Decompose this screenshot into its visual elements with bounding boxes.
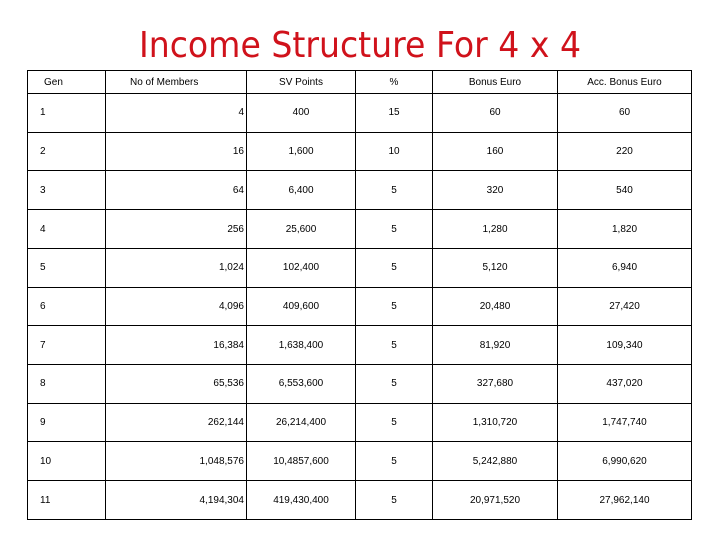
cell-bonus-euro: 5,242,880 [433, 442, 558, 481]
cell-members: 1,048,576 [106, 442, 247, 481]
cell-gen: 8 [28, 365, 106, 404]
cell-members: 4,096 [106, 287, 247, 326]
cell-percent: 5 [356, 171, 433, 210]
cell-members: 262,144 [106, 403, 247, 442]
cell-percent: 5 [356, 365, 433, 404]
cell-sv-points: 1,600 [247, 132, 356, 171]
cell-acc-bonus-euro: 437,020 [558, 365, 692, 404]
cell-sv-points: 400 [247, 94, 356, 133]
cell-acc-bonus-euro: 109,340 [558, 326, 692, 365]
cell-acc-bonus-euro: 6,990,620 [558, 442, 692, 481]
table-row [28, 326, 692, 365]
header-bonus-euro: Bonus Euro [433, 71, 558, 94]
cell-bonus-euro: 20,971,520 [433, 481, 558, 520]
cell-members: 1,024 [106, 248, 247, 287]
cell-members: 4 [106, 94, 247, 133]
cell-percent: 5 [356, 326, 433, 365]
cell-gen: 10 [28, 442, 106, 481]
cell-percent: 5 [356, 403, 433, 442]
header-percent: % [356, 71, 433, 94]
table-row [28, 210, 692, 249]
cell-members: 65,536 [106, 365, 247, 404]
cell-gen: 6 [28, 287, 106, 326]
cell-gen: 7 [28, 326, 106, 365]
header-members: No of Members [106, 71, 247, 94]
table-row [28, 94, 692, 133]
cell-bonus-euro: 1,280 [433, 210, 558, 249]
cell-percent: 5 [356, 248, 433, 287]
income-table [27, 70, 692, 520]
cell-acc-bonus-euro: 27,962,140 [558, 481, 692, 520]
cell-bonus-euro: 327,680 [433, 365, 558, 404]
table-row [28, 365, 692, 404]
cell-bonus-euro: 5,120 [433, 248, 558, 287]
table-row [28, 403, 692, 442]
cell-bonus-euro: 160 [433, 132, 558, 171]
cell-sv-points: 409,600 [247, 287, 356, 326]
cell-bonus-euro: 1,310,720 [433, 403, 558, 442]
cell-acc-bonus-euro: 27,420 [558, 287, 692, 326]
cell-acc-bonus-euro: 1,820 [558, 210, 692, 249]
cell-gen: 5 [28, 248, 106, 287]
cell-gen: 11 [28, 481, 106, 520]
header-row [28, 71, 692, 94]
cell-acc-bonus-euro: 220 [558, 132, 692, 171]
cell-acc-bonus-euro: 6,940 [558, 248, 692, 287]
cell-sv-points: 102,400 [247, 248, 356, 287]
cell-bonus-euro: 81,920 [433, 326, 558, 365]
cell-percent: 10 [356, 132, 433, 171]
table-row [28, 248, 692, 287]
cell-gen: 4 [28, 210, 106, 249]
cell-percent: 5 [356, 210, 433, 249]
cell-sv-points: 419,430,400 [247, 481, 356, 520]
table-row [28, 481, 692, 520]
cell-acc-bonus-euro: 1,747,740 [558, 403, 692, 442]
cell-sv-points: 26,214,400 [247, 403, 356, 442]
cell-gen: 3 [28, 171, 106, 210]
cell-members: 4,194,304 [106, 481, 247, 520]
cell-bonus-euro: 60 [433, 94, 558, 133]
cell-bonus-euro: 20,480 [433, 287, 558, 326]
cell-acc-bonus-euro: 540 [558, 171, 692, 210]
cell-gen: 1 [28, 94, 106, 133]
page-title: Income Structure For 4 x 4 [138, 25, 582, 66]
cell-members: 16 [106, 132, 247, 171]
cell-gen: 9 [28, 403, 106, 442]
header-sv-points: SV Points [247, 71, 356, 94]
table-row [28, 132, 692, 171]
cell-sv-points: 6,400 [247, 171, 356, 210]
cell-sv-points: 6,553,600 [247, 365, 356, 404]
cell-members: 256 [106, 210, 247, 249]
cell-percent: 5 [356, 481, 433, 520]
cell-bonus-euro: 320 [433, 171, 558, 210]
table-row [28, 171, 692, 210]
cell-percent: 5 [356, 287, 433, 326]
cell-percent: 15 [356, 94, 433, 133]
cell-sv-points: 1,638,400 [247, 326, 356, 365]
cell-members: 64 [106, 171, 247, 210]
cell-members: 16,384 [106, 326, 247, 365]
table-body [28, 94, 692, 520]
table-row [28, 442, 692, 481]
cell-gen: 2 [28, 132, 106, 171]
cell-sv-points: 10,4857,600 [247, 442, 356, 481]
cell-sv-points: 25,600 [247, 210, 356, 249]
header-acc-bonus-euro: Acc. Bonus Euro [558, 71, 692, 94]
cell-percent: 5 [356, 442, 433, 481]
table-row [28, 287, 692, 326]
header-gen: Gen [28, 71, 106, 94]
cell-acc-bonus-euro: 60 [558, 94, 692, 133]
